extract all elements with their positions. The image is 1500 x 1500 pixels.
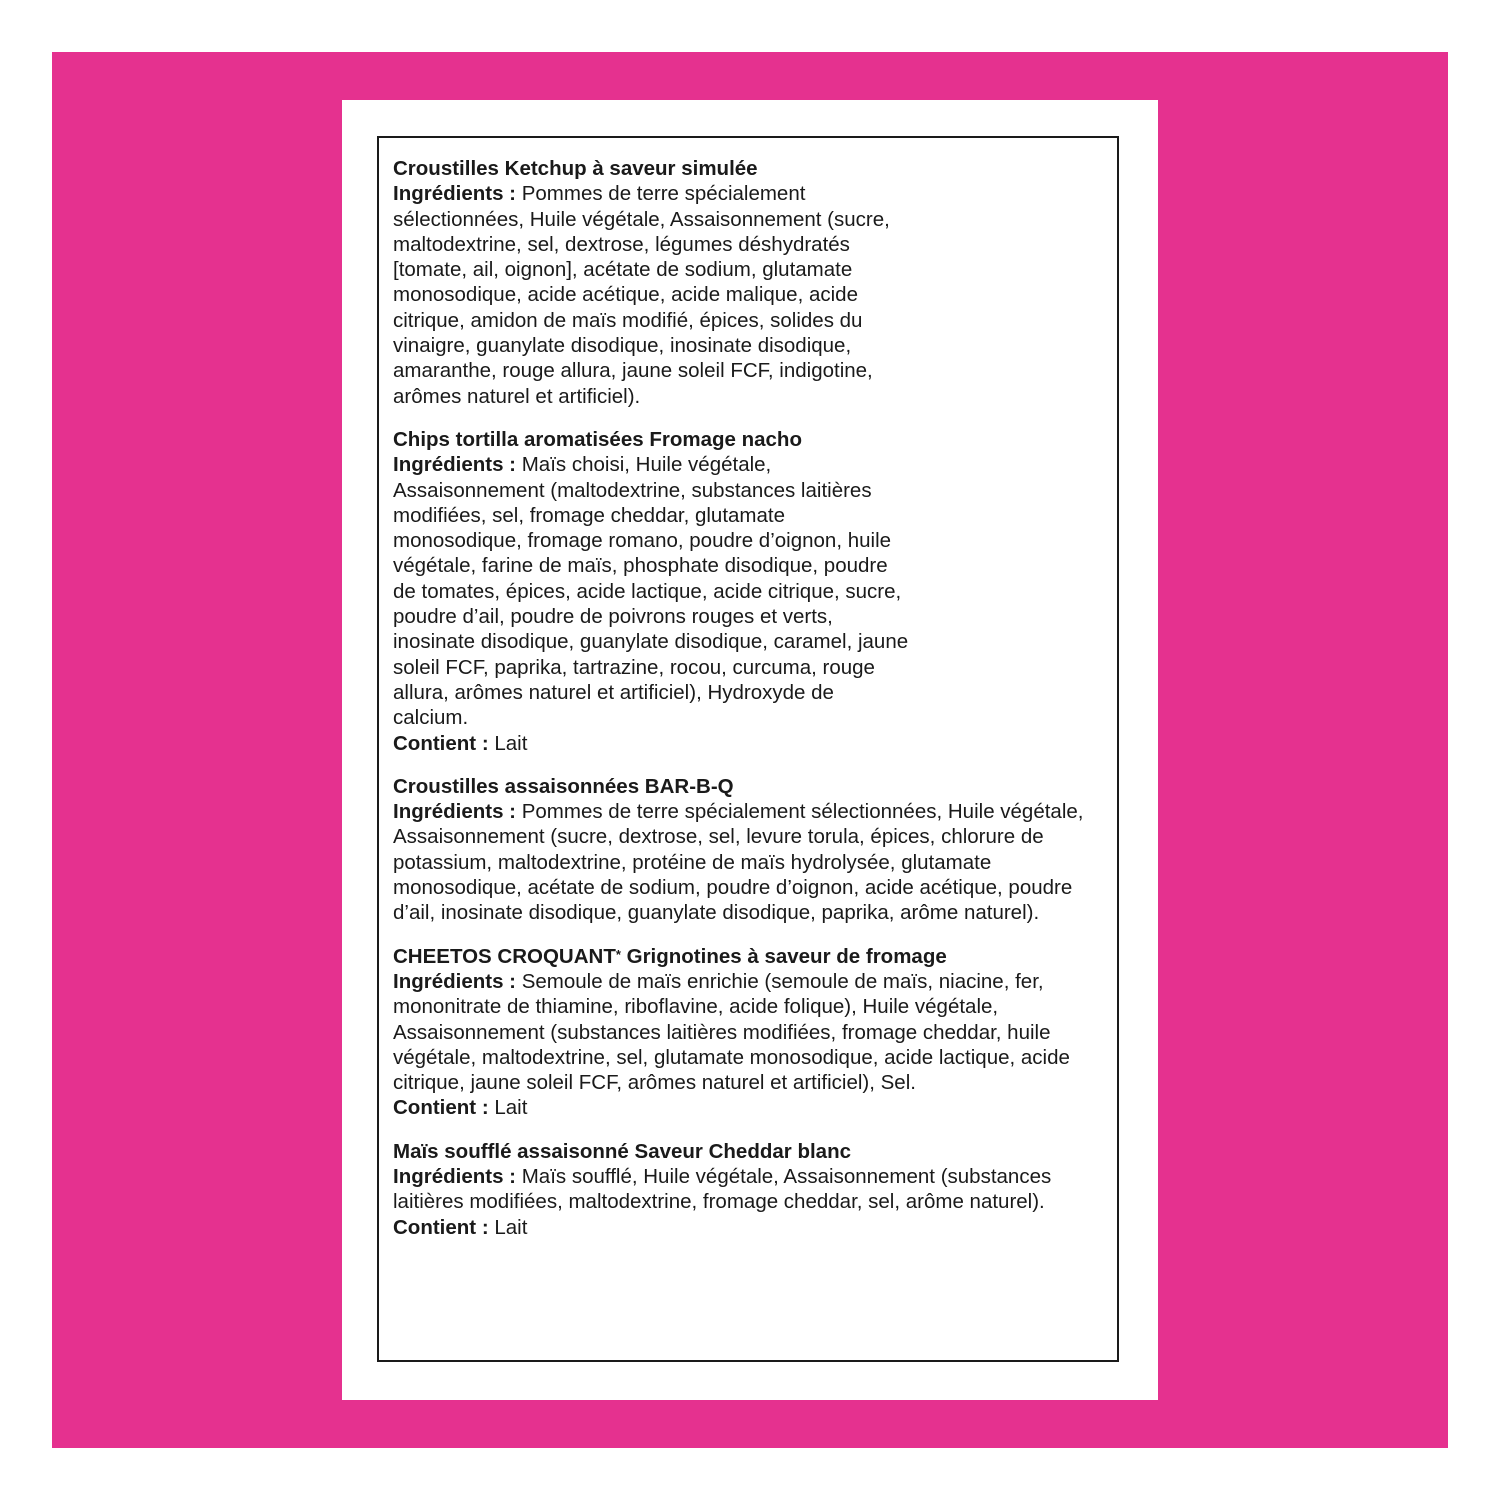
contains-value: Lait: [494, 1215, 528, 1239]
ingredients-list: Maïs soufflé, Huile végétale, Assaisonnement (substances laitières modifiées, maltodextrine, fromage cheddar, sel, arôme naturel).: [393, 1164, 1052, 1214]
ingredients-text: [393, 452, 913, 730]
allergen-statement: [393, 1215, 1107, 1240]
allergen-statement: [393, 731, 1107, 756]
ingredients-text: [393, 181, 913, 409]
contains-label: Contient :: [393, 1215, 489, 1239]
ingredients-text: [393, 969, 1107, 1095]
ingredients-content: [393, 156, 1107, 1258]
ingredients-list: Pommes de terre spécialement sélectionnées, Huile végétale, Assaisonnement (sucre, dextrose, sel, levure torula, épices, chlorure de potassium, maltodextrine, protéine de maïs hydrolysée, glutamate monosodique, acétate de sodium, poudre d’oignon, acide acétique, poudre d’ail, inosinate disodique, guanylate disodique, paprika, arôme naturel).: [393, 800, 1084, 925]
product-title: Chips tortilla aromatisées Fromage nacho: [393, 427, 802, 451]
contains-label: Contient :: [393, 1096, 489, 1120]
ingredients-label-box: [377, 136, 1119, 1362]
ingredients-list: Maïs choisi, Huile végétale, Assaisonnement (maltodextrine, substances laitières modifiées, sel, fromage cheddar, glutamate monosodique, fromage romano, poudre d’oignon, huile végétale, farine de maïs, phosphate disodique, poudre de tomates, épices, acide lactique, acide citrique, sucre, poudre d’ail, poudre de poivrons rouges et verts, inosinate disodique, guanylate disodique, caramel, jaune soleil FCF, paprika, tartrazine, rocou, curcuma, rouge allura, arômes naturel et artificiel), Hydroxyde de calcium.: [393, 453, 909, 730]
ingredients-label: Ingrédients :: [393, 182, 517, 206]
contains-label: Contient :: [393, 731, 489, 755]
product-title: Croustilles Ketchup à saveur simulée: [393, 157, 758, 180]
product-title: Maïs soufflé assaisonné Saveur Cheddar blanc: [393, 1139, 851, 1163]
product-section-cheetos: [393, 944, 1107, 1121]
ingredients-text: [393, 799, 1107, 925]
product-section-ketchup: [393, 156, 1107, 409]
contains-value: Lait: [494, 731, 528, 755]
ingredients-list: Pommes de terre spécialement sélectionnées, Huile végétale, Assaisonnement (sucre, maltodextrine, sel, dextrose, légumes déshydratés [tomate, ail, oignon], acétate de sodium, glutamate monosodique, acide acétique, acide malique, acide citrique, amidon de maïs modifié, épices, solides du vinaigre, guanylate disodique, inosinate disodique, amaranthe, rouge allura, jaune soleil FCF, indigotine, arômes naturel et artificiel).: [393, 182, 890, 408]
product-section-nacho: [393, 427, 1107, 756]
ingredients-label: Ingrédients :: [393, 969, 517, 993]
product-title-rest: Grignotines à saveur de fromage: [626, 944, 947, 968]
allergen-statement: [393, 1095, 1107, 1120]
contains-value: Lait: [494, 1096, 528, 1120]
ingredients-label: Ingrédients :: [393, 800, 517, 824]
product-title: Croustilles assaisonnées BAR-B-Q: [393, 774, 734, 798]
product-section-bbq: [393, 774, 1107, 926]
product-brand: CHEETOS CROQUANT: [393, 944, 616, 968]
product-title: [393, 944, 1107, 969]
ingredients-label: Ingrédients :: [393, 1164, 517, 1188]
ingredients-list: Semoule de maïs enrichie (semoule de maïs, niacine, fer, mononitrate de thiamine, riboflavine, acide folique), Huile végétale, Assaisonnement (substances laitières modifiées, fromage cheddar, huile végétale, maltodextrine, sel, glutamate monosodique, acide lactique, acide citrique, jaune soleil FCF, arômes naturel et artificiel), Sel.: [393, 969, 1070, 1095]
product-section-popcorn: [393, 1139, 1107, 1240]
ingredients-text: [393, 1164, 1107, 1215]
trademark-mark: *: [615, 946, 621, 962]
ingredients-label: Ingrédients :: [393, 453, 517, 477]
